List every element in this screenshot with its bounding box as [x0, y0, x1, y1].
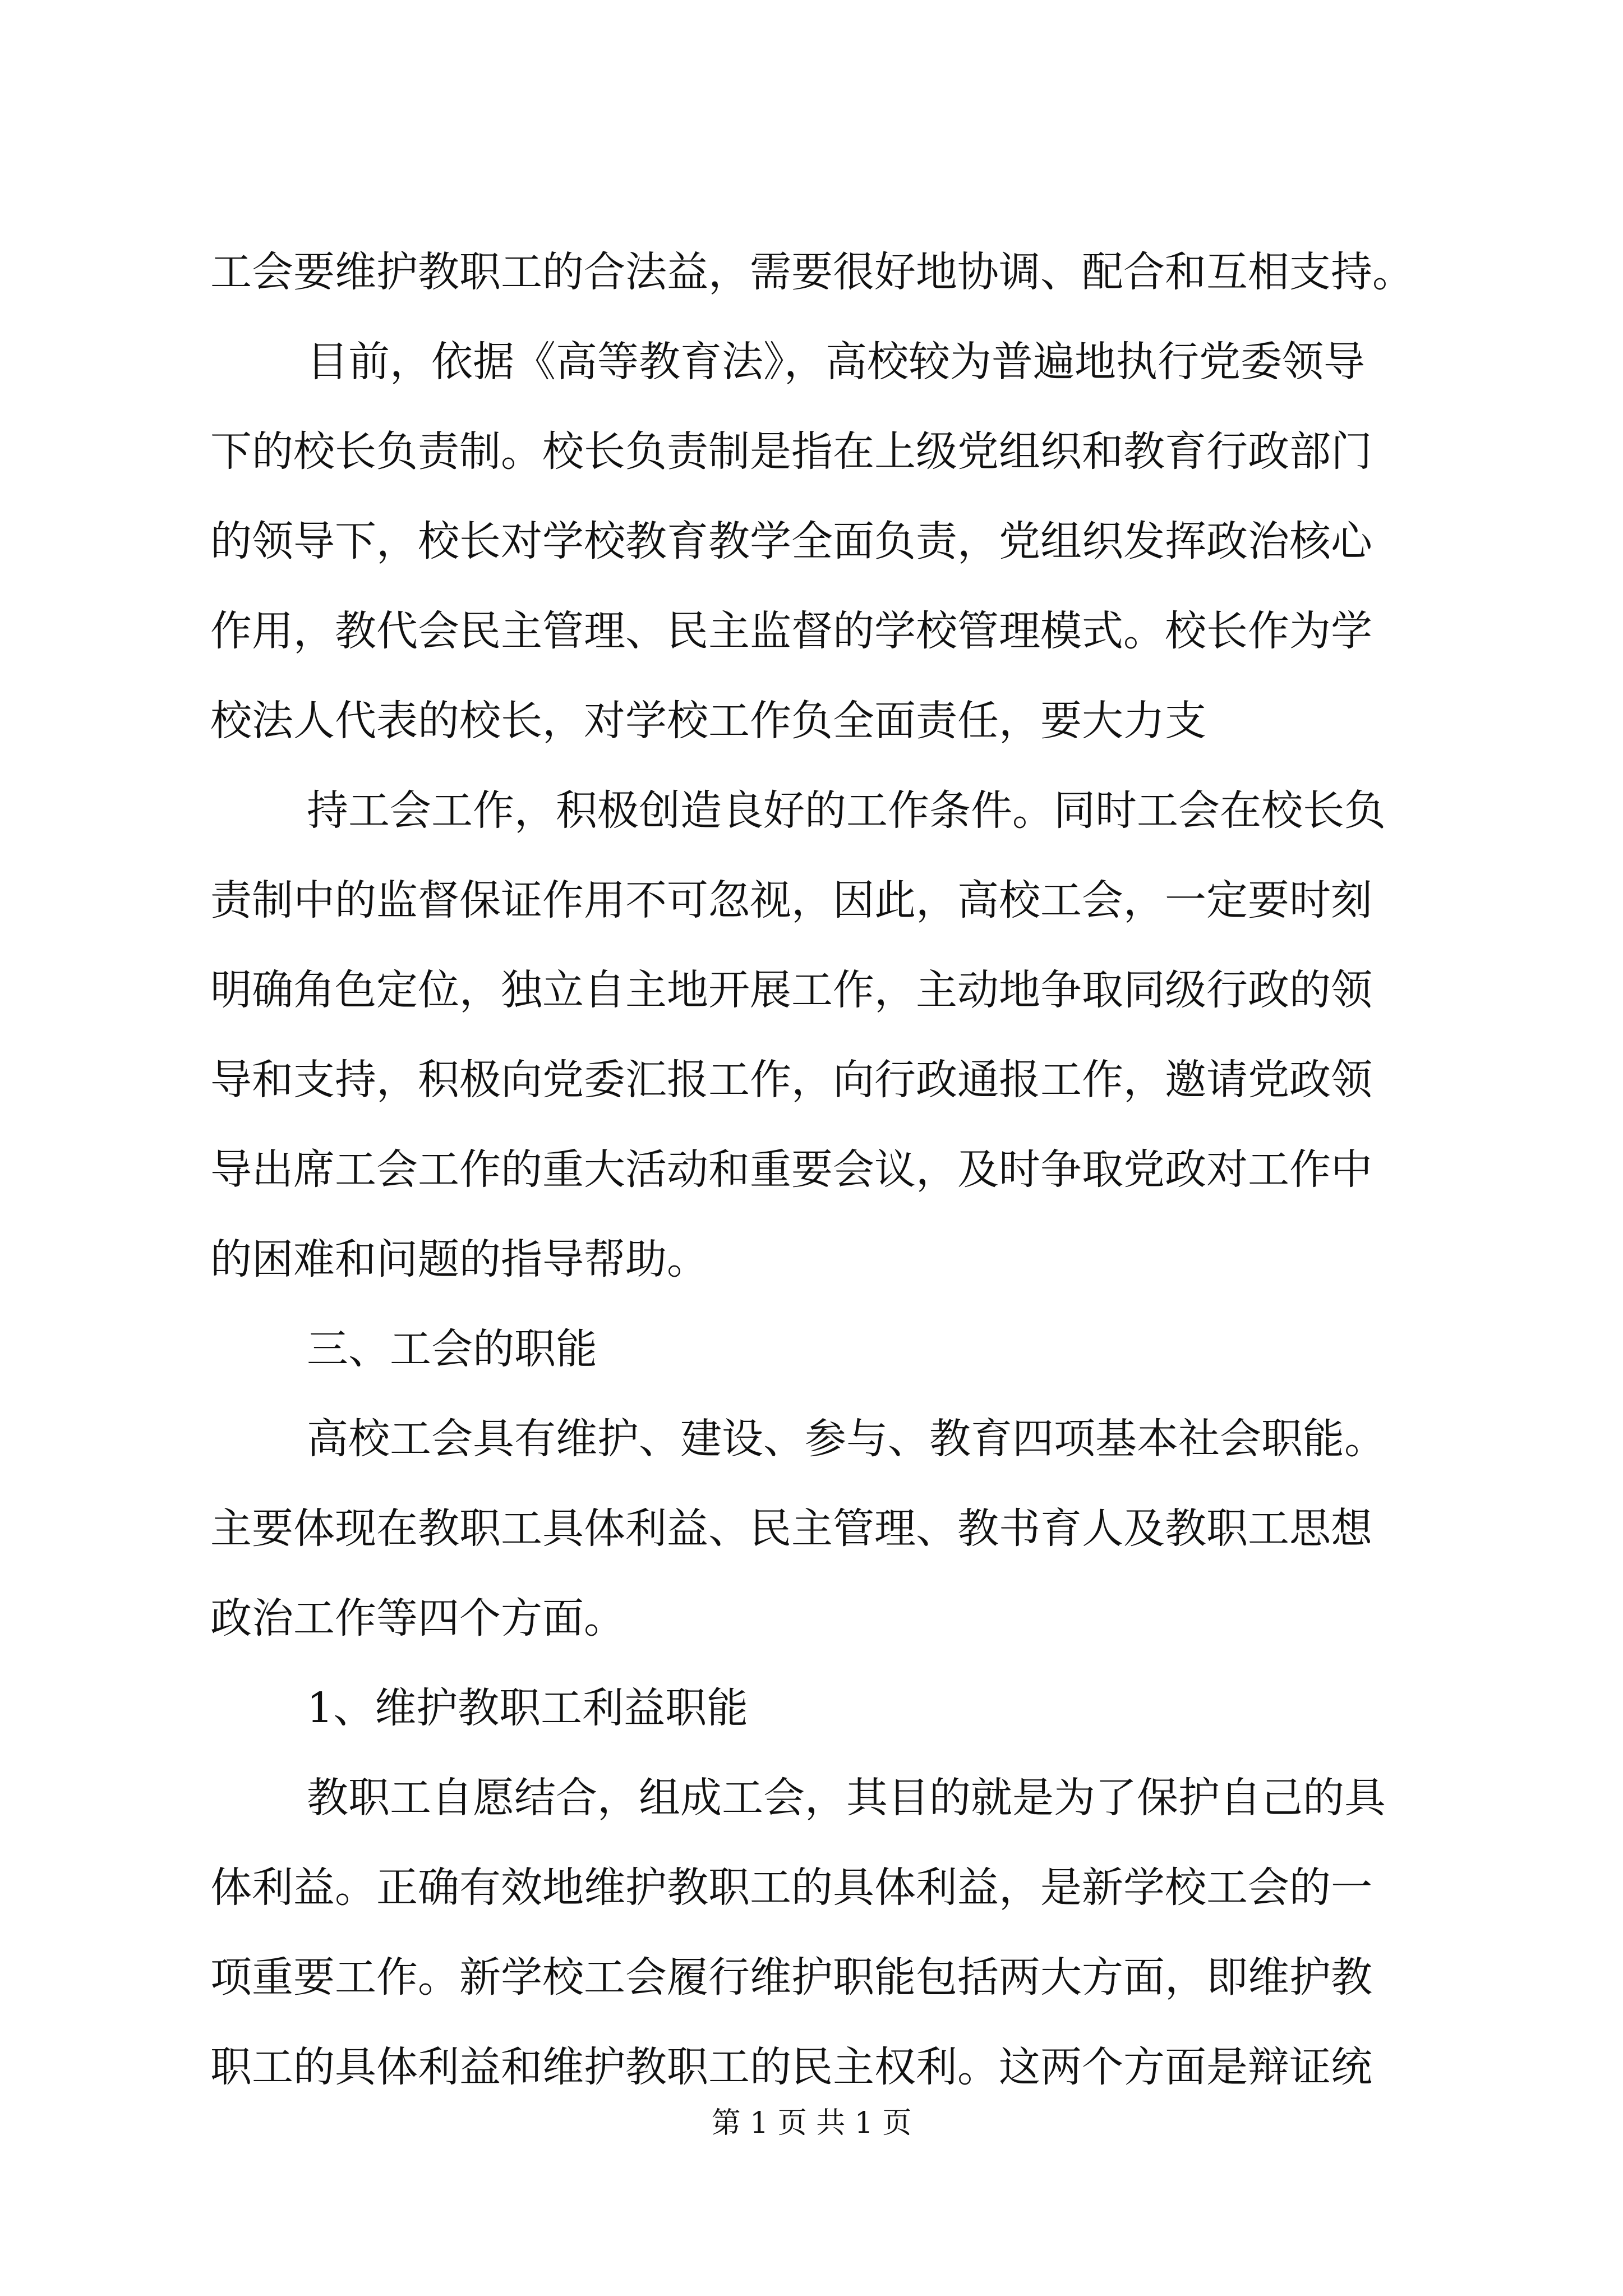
text-line: 工会要维护教职工的合法益，需要很好地协调、配合和互相支持。 — [210, 248, 1414, 296]
text-line: 教职工自愿结合，组成工会，其目的就是为了保护自己的具 — [307, 1774, 1386, 1822]
text-line: 职工的具体利益和维护教职工的民主权利。这两个方面是辩证统 — [210, 2043, 1372, 2091]
text-line: 主要体现在教职工具体利益、民主管理、教书育人及教职工思想 — [210, 1504, 1372, 1553]
page-footer: 第 1 页 共 1 页 — [711, 2106, 912, 2140]
text-line: 持工会工作，积极创造良好的工作条件。同时工会在校长负 — [307, 786, 1386, 835]
text-line: 责制中的监督保证作用不可忽视，因此，高校工会，一定要时刻 — [210, 876, 1372, 924]
subsection-heading: 1、维护教职工利益职能 — [307, 1684, 749, 1732]
text-line: 导出席工会工作的重大活动和重要会议，及时争取党政对工作中 — [210, 1145, 1372, 1194]
text-line: 的困难和问题的指导帮助。 — [210, 1235, 708, 1283]
text-line: 高校工会具有维护、建设、参与、教育四项基本社会职能。 — [307, 1415, 1386, 1463]
text-line: 导和支持，积极向党委汇报工作，向行政通报工作，邀请党政领 — [210, 1056, 1372, 1104]
text-line: 作用，教代会民主管理、民主监督的学校管理模式。校长作为学 — [210, 607, 1372, 655]
text-line: 的领导下，校长对学校教育教学全面负责，党组织发挥政治核心 — [210, 517, 1372, 565]
text-line: 体利益。正确有效地维护教职工的具体利益，是新学校工会的一 — [210, 1864, 1372, 1912]
text-line: 政治工作等四个方面。 — [210, 1594, 625, 1642]
section-heading: 三、工会的职能 — [307, 1325, 597, 1373]
text-line: 项重要工作。新学校工会履行维护职能包括两大方面，即维护教 — [210, 1953, 1372, 2001]
text-line: 目前，依据《高等教育法》，高校较为普遍地执行党委领导 — [307, 338, 1365, 386]
text-line: 下的校长负责制。校长负责制是指在上级党组织和教育行政部门 — [210, 427, 1372, 476]
text-line: 校法人代表的校长，对学校工作负全面责任，要大力支 — [210, 697, 1206, 745]
text-line: 明确角色定位，独立自主地开展工作，主动地争取同级行政的领 — [210, 966, 1372, 1014]
